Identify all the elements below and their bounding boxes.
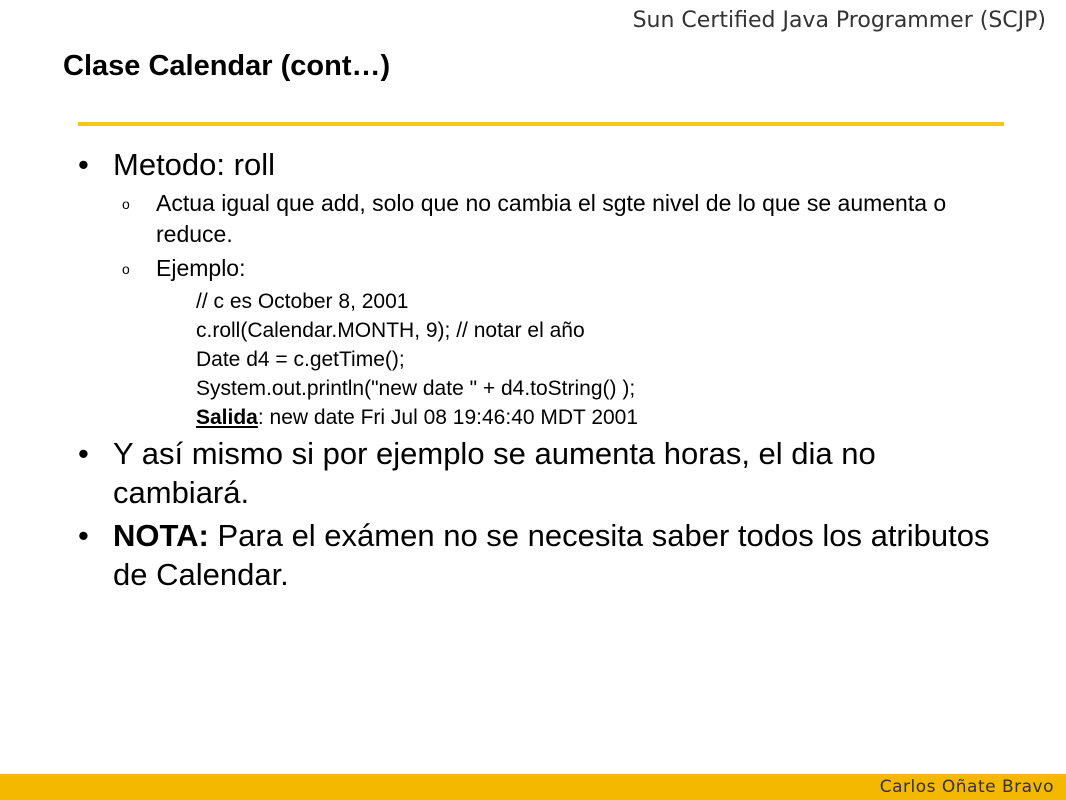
bullet-horas: [78, 434, 1008, 512]
slide-title: Clase Calendar (cont…): [63, 50, 391, 82]
circle-bullet-icon: o: [122, 196, 130, 212]
bullet-dot-icon: •: [78, 518, 89, 553]
output-line: [196, 403, 1008, 432]
code-line: Date d4 = c.getTime();: [196, 348, 405, 371]
sub-bullet-text: Ejemplo:: [156, 255, 246, 281]
salida-label: Salida: [196, 406, 258, 429]
footer-bar: [0, 774, 1066, 800]
title-divider: [78, 122, 1004, 126]
sub-bullet-description: [78, 188, 1008, 250]
code-example: [78, 287, 1008, 432]
bullet-dot-icon: •: [78, 436, 89, 471]
circle-bullet-icon: o: [122, 261, 130, 277]
slide-content: [78, 145, 1008, 598]
bullet-dot-icon: •: [78, 147, 89, 182]
code-line: // c es October 8, 2001: [196, 290, 409, 313]
sub-bullet-ejemplo: [78, 253, 1008, 284]
header-brand: Sun Certified Java Programmer (SCJP): [632, 8, 1046, 33]
bullet-text: Metodo: roll: [113, 147, 275, 182]
bullet-metodo-roll: [78, 145, 1008, 184]
code-line: c.roll(Calendar.MONTH, 9); // notar el año: [196, 319, 585, 342]
footer-author: Carlos Oñate Bravo: [879, 777, 1054, 797]
salida-text: : new date Fri Jul 08 19:46:40 MDT 2001: [257, 406, 639, 429]
sub-bullet-text: Actua igual que add, solo que no cambia el sgte nivel de lo que se aumenta o reduce.: [156, 190, 947, 247]
bullet-text: Y así mismo si por ejemplo se aumenta horas, el dia no cambiará.: [113, 436, 876, 510]
bullet-nota: [78, 516, 1008, 594]
nota-label: NOTA:: [113, 518, 209, 553]
bullet-text: Para el exámen no se necesita saber todos los atributos de Calendar.: [113, 518, 990, 592]
code-line: System.out.println("new date " + d4.toString() );: [196, 377, 636, 400]
